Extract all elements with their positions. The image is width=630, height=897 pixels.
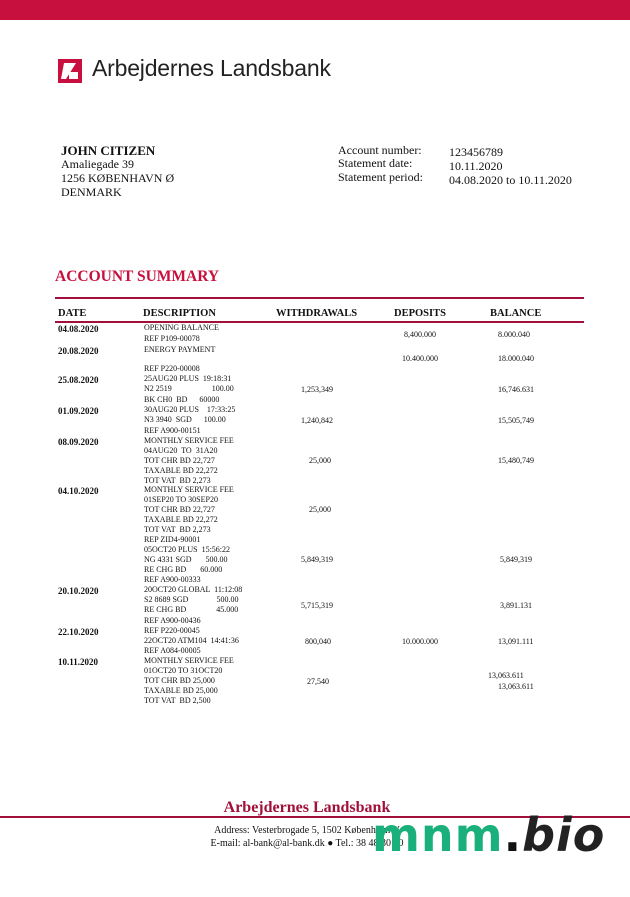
customer-country: DENMARK: [61, 185, 122, 199]
description-line: NG 4331 SGD 500.00: [144, 555, 228, 564]
description-line: TAXABLE BD 25,000: [144, 686, 218, 695]
description-line: REF P109-00078: [144, 334, 200, 343]
description-line: 20OCT20 GLOBAL 11:12:08: [144, 585, 243, 594]
row-date: 25.08.2020: [58, 375, 99, 385]
watermark-dot: .: [503, 808, 523, 862]
description-line: REF A084-00005: [144, 646, 201, 655]
customer-city: 1256 KØBENHAVN Ø: [61, 171, 175, 185]
balance-amount: 13,091.111: [498, 637, 534, 646]
description-line: TOT VAT BD 2,273: [144, 476, 211, 485]
section-title: ACCOUNT SUMMARY: [55, 268, 220, 285]
deposit-amount: 8,400.000: [404, 330, 436, 339]
balance-amount: 15,480,749: [498, 456, 534, 465]
balance-amount: 18.000.040: [498, 354, 534, 363]
description-line: MONTHLY SERVICE FEE: [144, 656, 234, 665]
footer-bank-name: Arbejdernes Landsbank: [223, 799, 391, 816]
footer-contact: E-mail: al-bank@al-bank.dk ● Tel.: 38 48 30 00: [210, 838, 404, 849]
description-line: RE CHG BD 45.000: [144, 605, 239, 614]
account-number-label: Account number:: [338, 143, 422, 157]
description-line: 05OCT20 PLUS 15:56:22: [144, 545, 231, 554]
description-line: 01OCT20 TO 31OCT20: [144, 666, 223, 675]
description-line: RE CHG BD 60.000: [144, 565, 223, 574]
description-line: TOT CHR BD 22,727: [144, 456, 215, 465]
bank-name: Arbejdernes Landsbank: [92, 55, 331, 81]
description-line: ENERGY PAYMENT: [144, 345, 216, 354]
table-top-rule: [55, 297, 584, 299]
deposit-amount: 10.000.000: [402, 637, 438, 646]
statement-period-value: 04.08.2020 to 10.11.2020: [449, 173, 572, 187]
balance-amount: 16,746.631: [498, 385, 534, 394]
account-number-value: 123456789: [449, 145, 503, 159]
description-line: TOT VAT BD 2,500: [144, 696, 211, 705]
description-line: MONTHLY SERVICE FEE: [144, 436, 234, 445]
top-bar: [0, 0, 630, 20]
description-line: 04AUG20 TO 31A20: [144, 446, 218, 455]
description-line: N2 2519 100.00: [144, 384, 234, 393]
withdrawal-amount: 27,540: [307, 677, 329, 686]
balance-amount: 8.000.040: [498, 330, 530, 339]
row-date: 01.09.2020: [58, 406, 99, 416]
bank-logo-icon: [58, 59, 82, 83]
description-line: TAXABLE BD 22,272: [144, 466, 218, 475]
table-header-rule: [55, 321, 584, 323]
row-date: 20.08.2020: [58, 346, 99, 356]
watermark-part: mnm: [372, 808, 504, 862]
description-line: REF A900-00436: [144, 616, 201, 625]
description-line: S2 8689 SGD 500.00: [144, 595, 239, 604]
statement-date-label: Statement date:: [338, 156, 413, 170]
description-line: 30AUG20 PLUS 17:33:25: [144, 405, 236, 414]
row-date: 04.10.2020: [58, 486, 99, 496]
watermark: [372, 808, 605, 862]
column-header-withdrawals: WITHDRAWALS: [276, 308, 358, 319]
withdrawal-amount: 800,040: [305, 637, 331, 646]
statement-period-label: Statement period:: [338, 170, 423, 184]
watermark-part: bio: [522, 808, 606, 862]
balance-amount: 13,063.611: [488, 671, 524, 680]
description-line: TOT CHR BD 25,000: [144, 676, 215, 685]
row-date: 22.10.2020: [58, 627, 99, 637]
withdrawal-amount: 25,000: [309, 456, 331, 465]
withdrawal-amount: 1,253,349: [301, 385, 333, 394]
description-line: N3 3940 SGD 100.00: [144, 415, 226, 424]
balance-amount: 3,891.131: [500, 601, 532, 610]
statement-date-value: 10.11.2020: [449, 159, 503, 173]
deposit-amount: 10.400.000: [402, 354, 438, 363]
column-header-balance: BALANCE: [490, 308, 542, 319]
balance-amount: 13,063.611: [498, 682, 534, 691]
description-line: TOT CHR BD 22,727: [144, 505, 215, 514]
description-line: 01SEP20 TO 30SEP20: [144, 495, 218, 504]
withdrawal-amount: 5,715,319: [301, 601, 333, 610]
balance-amount: 5,849,319: [500, 555, 532, 564]
description-line: REF P220-00008: [144, 364, 200, 373]
column-header-deposits: DEPOSITS: [394, 308, 446, 319]
customer-name: JOHN CITIZEN: [61, 143, 156, 158]
withdrawal-amount: 1,240,842: [301, 416, 333, 425]
footer-address: Address: Vesterbrogade 5, 1502 København V: [214, 825, 400, 836]
description-line: TAXABLE BD 22,272: [144, 515, 218, 524]
description-line: 25AUG20 PLUS 19:18:31: [144, 374, 232, 383]
description-line: REP ZID4-90001: [144, 535, 201, 544]
customer-street: Amaliegade 39: [61, 157, 134, 171]
description-line: REF P220-00045: [144, 626, 200, 635]
withdrawal-amount: 5,849,319: [301, 555, 333, 564]
row-date: 10.11.2020: [58, 657, 99, 667]
column-header-description: DESCRIPTION: [143, 308, 216, 319]
description-line: BK CH0 BD 60000: [144, 395, 220, 404]
description-line: REF A900-00333: [144, 575, 201, 584]
description-line: TOT VAT BD 2,273: [144, 525, 211, 534]
description-line: MONTHLY SERVICE FEE: [144, 485, 234, 494]
row-date: 04.08.2020: [58, 324, 99, 334]
column-header-date: DATE: [58, 308, 87, 319]
description-line: OPENING BALANCE: [144, 323, 219, 332]
row-date: 20.10.2020: [58, 586, 99, 596]
description-line: 22OCT20 ATM104 14:41:36: [144, 636, 239, 645]
row-date: 08.09.2020: [58, 437, 99, 447]
description-line: REF A900-00151: [144, 426, 201, 435]
withdrawal-amount: 25,000: [309, 505, 331, 514]
balance-amount: 15,505,749: [498, 416, 534, 425]
